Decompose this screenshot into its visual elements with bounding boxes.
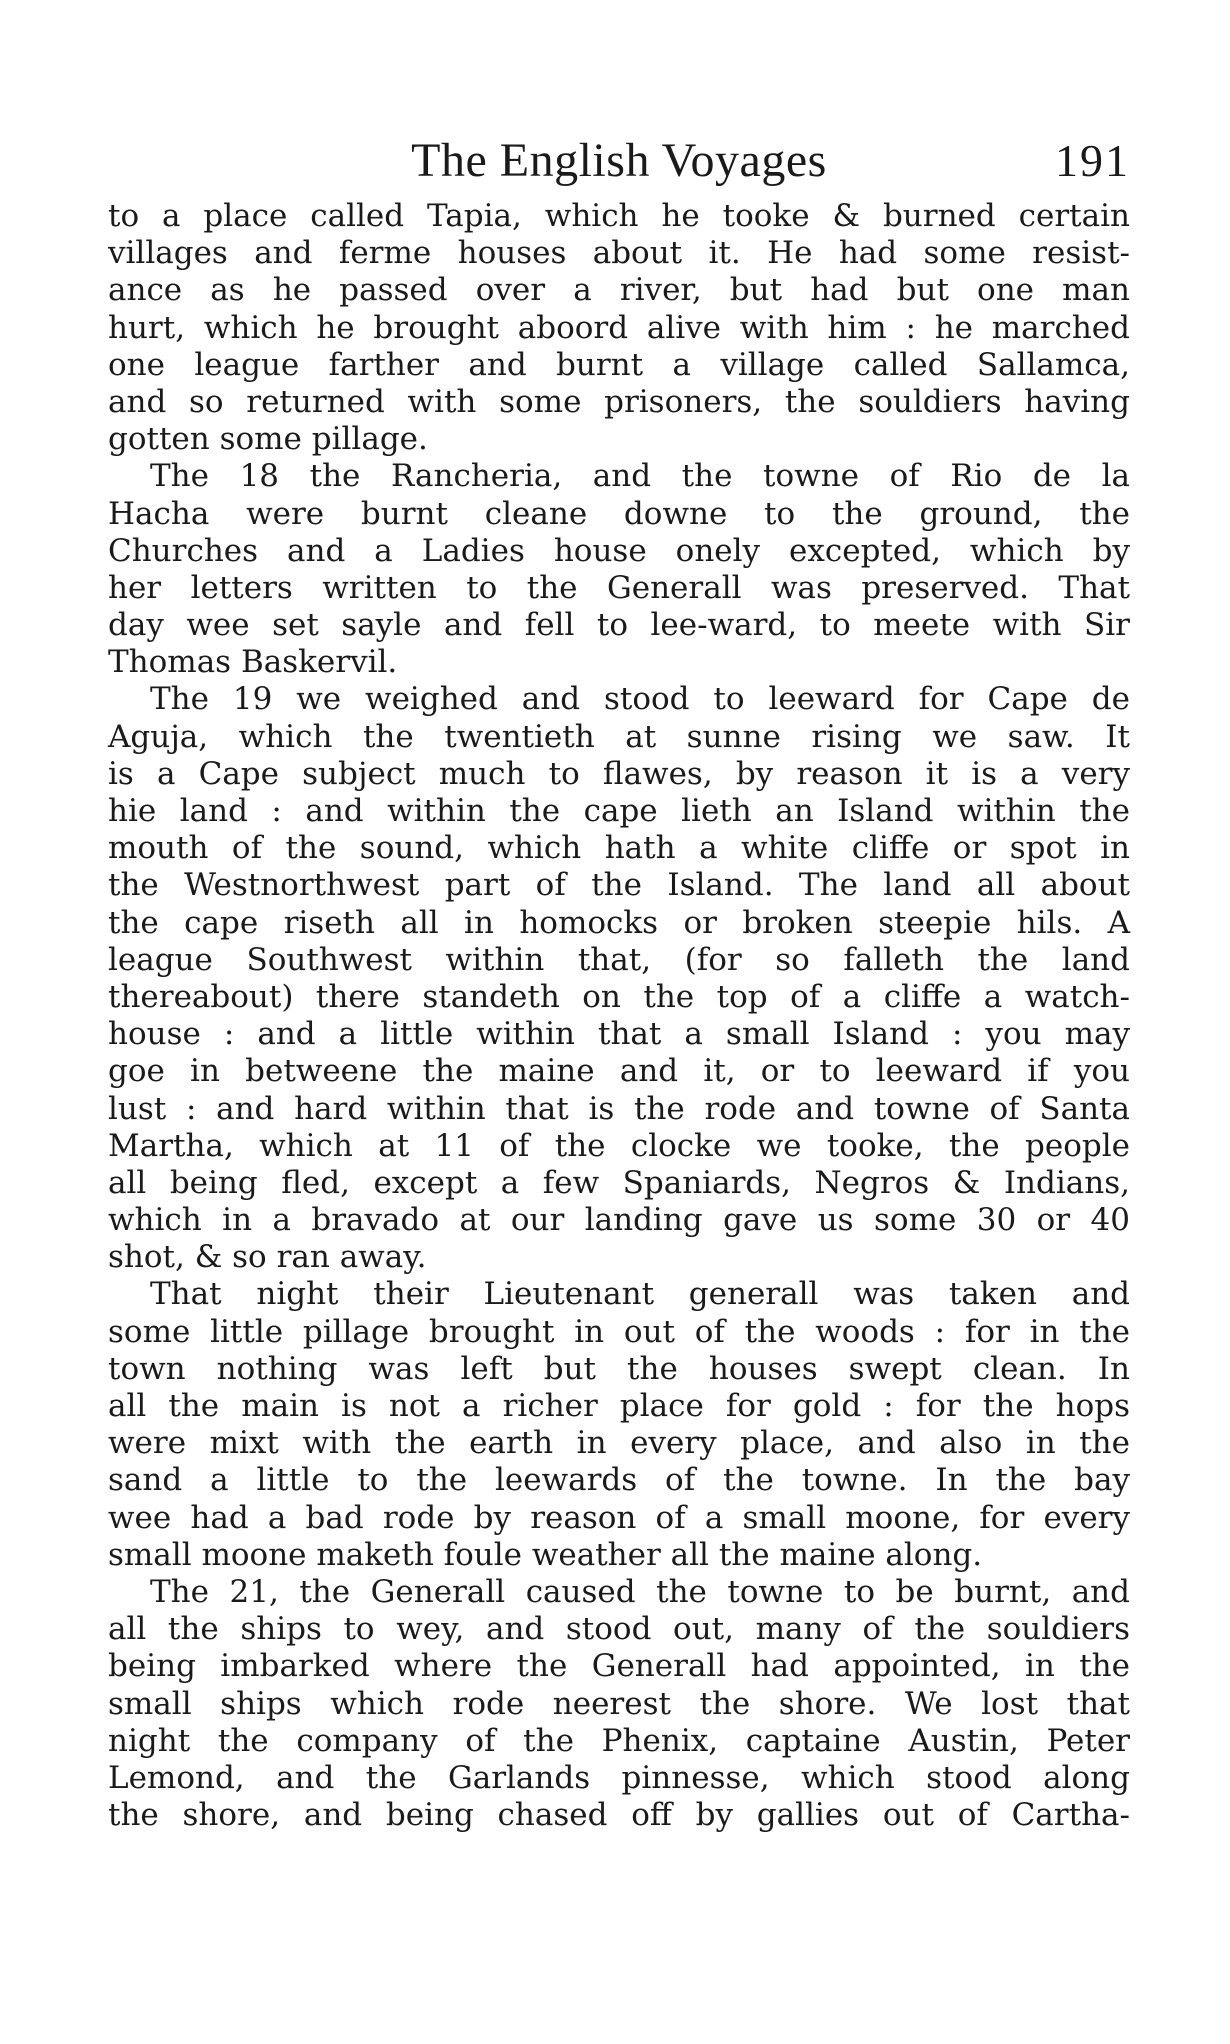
text-line: Churches and a Ladies house onely excepted, which by bbox=[108, 532, 1130, 569]
text-line: Lemond, and the Garlands pinnesse, which stood along bbox=[108, 1759, 1130, 1796]
text-line: town nothing was left but the houses swept clean. In bbox=[108, 1350, 1130, 1387]
text-line: The 18 the Rancheria, and the towne of Rio de la bbox=[150, 458, 1130, 495]
running-title: The English Voyages bbox=[411, 134, 827, 187]
text-line: sand a little to the leewards of the towne. In the bay bbox=[108, 1462, 1130, 1499]
text-line: lust : and hard within that is the rode and towne of Santa bbox=[108, 1090, 1130, 1127]
text-line: Hacha were burnt cleane downe to the ground, the bbox=[108, 495, 1130, 532]
text-line: Aguja, which the twentieth at sunne rising we saw. It bbox=[108, 718, 1130, 755]
text-line: gotten some pillage. bbox=[108, 421, 428, 458]
text-line: Martha, which at 11 of the clocke we tooke, the people bbox=[108, 1127, 1130, 1164]
text-line: wee had a bad rode by reason of a small moone, for every bbox=[108, 1499, 1130, 1536]
text-line: league Southwest within that, (for so falleth the land bbox=[108, 941, 1130, 978]
text-line: night the company of the Phenix, captaine Austin, Peter bbox=[108, 1722, 1130, 1759]
text-line: all the ships to wey, and stood out, many of the souldiers bbox=[108, 1611, 1130, 1648]
text-line: shot, & so ran away. bbox=[108, 1239, 427, 1276]
text-line: villages and ferme houses about it. He had some resist- bbox=[108, 235, 1130, 272]
text-line: thereabout) there standeth on the top of a cliffe a watch- bbox=[108, 978, 1130, 1015]
page-header bbox=[108, 126, 1130, 196]
text-line: The 21, the Generall caused the towne to be burnt, and bbox=[150, 1573, 1130, 1610]
text-line: mouth of the sound, which hath a white cliffe or spot in bbox=[108, 830, 1130, 867]
text-line: goe in betweene the maine and it, or to leeward if you bbox=[108, 1053, 1130, 1090]
text-line: is a Cape subject much to flawes, by reason it is a very bbox=[108, 755, 1130, 792]
page-number: 191 bbox=[1055, 135, 1130, 186]
text-line: which in a bravado at our landing gave us some 30 or 40 bbox=[108, 1202, 1130, 1239]
text-line: one league farther and burnt a village called Sallamca, bbox=[108, 346, 1130, 383]
text-line: house : and a little within that a small Island : you may bbox=[108, 1016, 1130, 1053]
text-line: all the main is not a richer place for gold : for the hops bbox=[108, 1388, 1130, 1424]
paragraph bbox=[108, 458, 1130, 681]
text-line: day wee set sayle and fell to lee-ward, to meete with Sir bbox=[108, 607, 1130, 644]
text-line: hie land : and within the cape lieth an Island within the bbox=[108, 793, 1130, 829]
text-line: Thomas Baskervil. bbox=[108, 644, 398, 681]
paragraph bbox=[108, 1574, 1130, 1834]
body-text bbox=[108, 198, 1130, 1834]
text-line: being imbarked where the Generall had appointed, in the bbox=[108, 1648, 1130, 1685]
text-line: the shore, and being chased off by gallies out of Cartha- bbox=[108, 1797, 1130, 1834]
text-line: the Westnorthwest part of the Island. The land all about bbox=[108, 867, 1130, 904]
paragraph bbox=[108, 1276, 1130, 1574]
text-line: the cape riseth all in homocks or broken steepie hils. A bbox=[108, 904, 1130, 941]
text-line: That night their Lieutenant generall was taken and bbox=[150, 1276, 1130, 1313]
text-line: and so returned with some prisoners, the souldiers having bbox=[108, 383, 1130, 420]
paragraph bbox=[108, 198, 1130, 458]
text-line: hurt, which he brought aboord alive with him : he marched bbox=[108, 309, 1130, 346]
text-line: small ships which rode neerest the shore. We lost that bbox=[108, 1685, 1130, 1722]
text-line: ance as he passed over a river, but had but one man bbox=[108, 272, 1130, 309]
text-line: The 19 we weighed and stood to leeward for Cape de bbox=[150, 681, 1130, 718]
text-line: to a place called Tapia, which he tooke & burned certain bbox=[108, 198, 1130, 234]
text-line: her letters written to the Generall was preserved. That bbox=[108, 569, 1130, 606]
text-line: small moone maketh foule weather all the maine along. bbox=[108, 1536, 983, 1573]
text-line: some little pillage brought in out of the woods : for in the bbox=[108, 1313, 1130, 1350]
text-line: were mixt with the earth in every place, and also in the bbox=[108, 1425, 1130, 1462]
paragraph bbox=[108, 681, 1130, 1276]
text-line: all being fled, except a few Spaniards, Negros & Indians, bbox=[108, 1164, 1130, 1201]
